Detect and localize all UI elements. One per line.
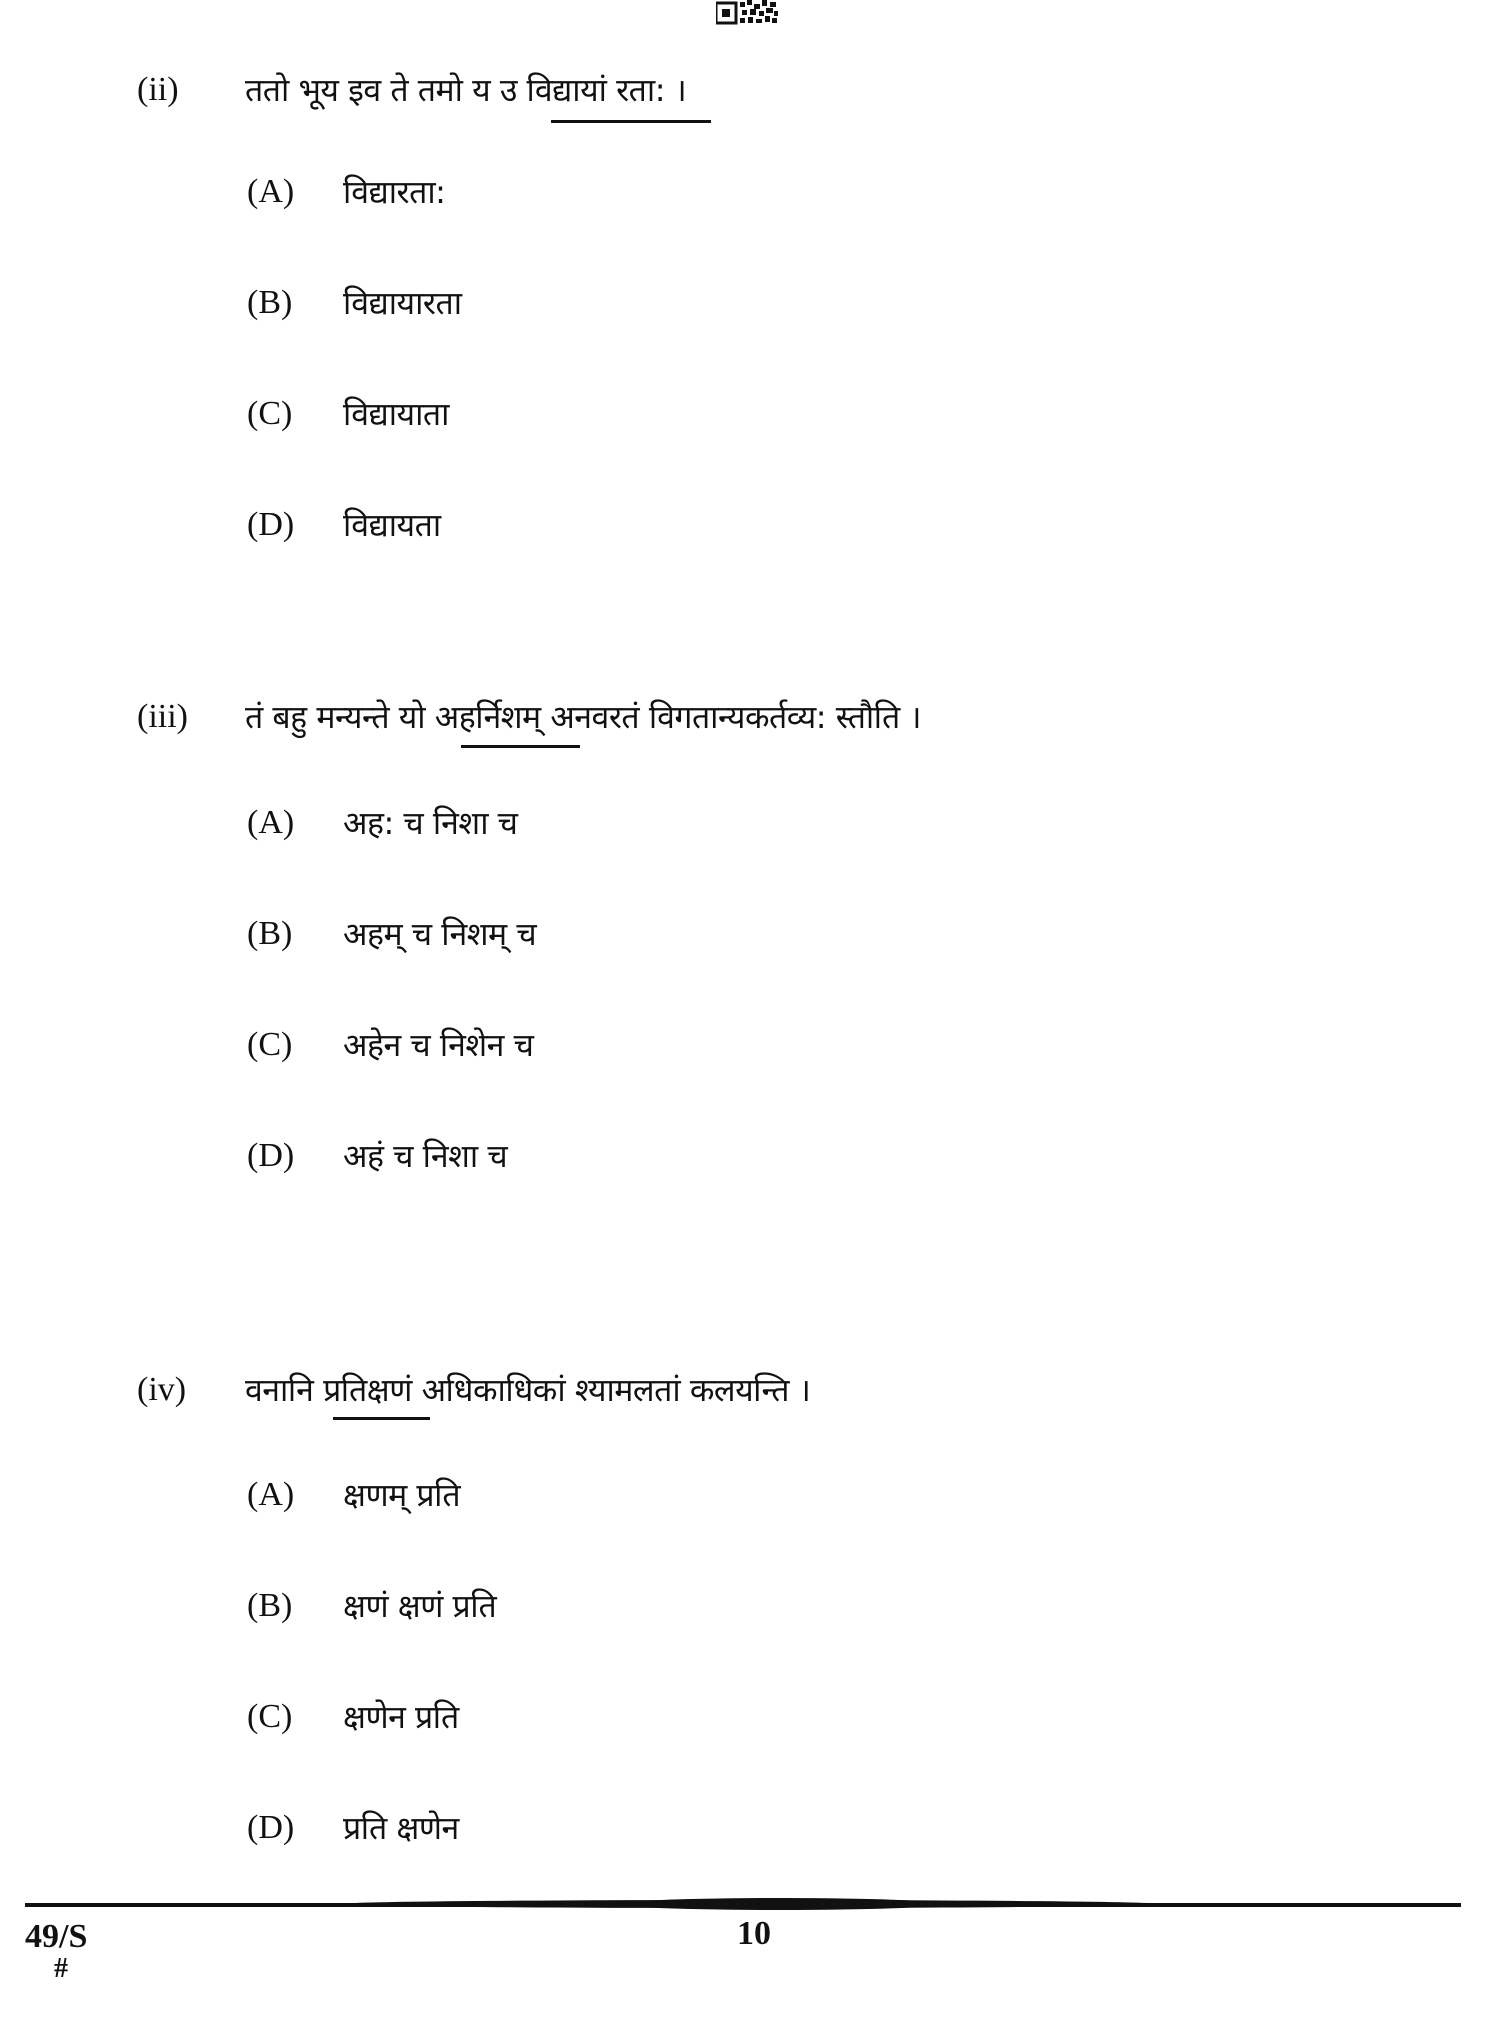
underline-mark [551,120,711,123]
option-text: क्षणेन प्रति [343,1698,459,1736]
page-number: 10 [737,1915,771,1952]
option-text: अहम् च निशम् च [343,915,537,953]
option-text: विद्यायाता [343,395,449,433]
hash-symbol: # [54,1953,68,1984]
option-label: (A) [247,1476,295,1513]
option-label: (D) [247,1137,295,1174]
underlined-word: अहर्निशम् [434,698,541,736]
option-text: क्षणं क्षणं प्रति [343,1587,497,1625]
option-label: (B) [247,915,293,952]
question-text [245,70,686,110]
underline-mark [333,1417,430,1420]
underlined-word: विद्यायां रता: [526,71,665,109]
option-label: (D) [247,506,295,543]
question-text-before: ततो भूय इव ते तमो य उ [245,71,527,109]
question-text [245,1370,810,1410]
option-label: (A) [247,173,295,210]
question-text-after: अनवरतं विगतान्यकर्तव्य: स्तौति । [540,698,922,736]
option-text: अह: च निशा च [343,804,518,842]
option-text: अहेन च निशेन च [343,1026,534,1064]
option-text: विद्यायता [343,506,441,544]
option-label: (C) [247,1026,293,1063]
qr-code-icon [716,0,780,25]
question-number: (ii) [137,71,179,108]
question-text-before: तं बहु मन्यन्ते यो [245,698,435,736]
question-text [245,697,921,737]
option-label: (B) [247,1587,293,1624]
question-number: (iv) [137,1371,187,1408]
option-text: अहं च निशा च [343,1137,508,1175]
paper-code: 49/S [25,1918,88,1955]
option-label: (C) [247,1698,293,1735]
footer-divider-center [620,1898,940,1910]
question-number: (iii) [137,698,188,735]
option-label: (A) [247,804,295,841]
underline-mark [461,745,580,748]
option-text: विद्यारता: [343,173,446,211]
option-text: विद्यायारता [343,284,462,322]
question-text-before: वनानि [245,1371,324,1409]
question-text-after: । [665,71,687,109]
underlined-word: प्रतिक्षणं [323,1371,412,1409]
option-label: (D) [247,1809,295,1846]
question-text-after: अधिकाधिकां श्यामलतां कलयन्ति । [411,1371,811,1409]
option-label: (B) [247,284,293,321]
option-text: प्रति क्षणेन [343,1809,459,1847]
option-label: (C) [247,395,293,432]
option-text: क्षणम् प्रति [343,1476,461,1514]
